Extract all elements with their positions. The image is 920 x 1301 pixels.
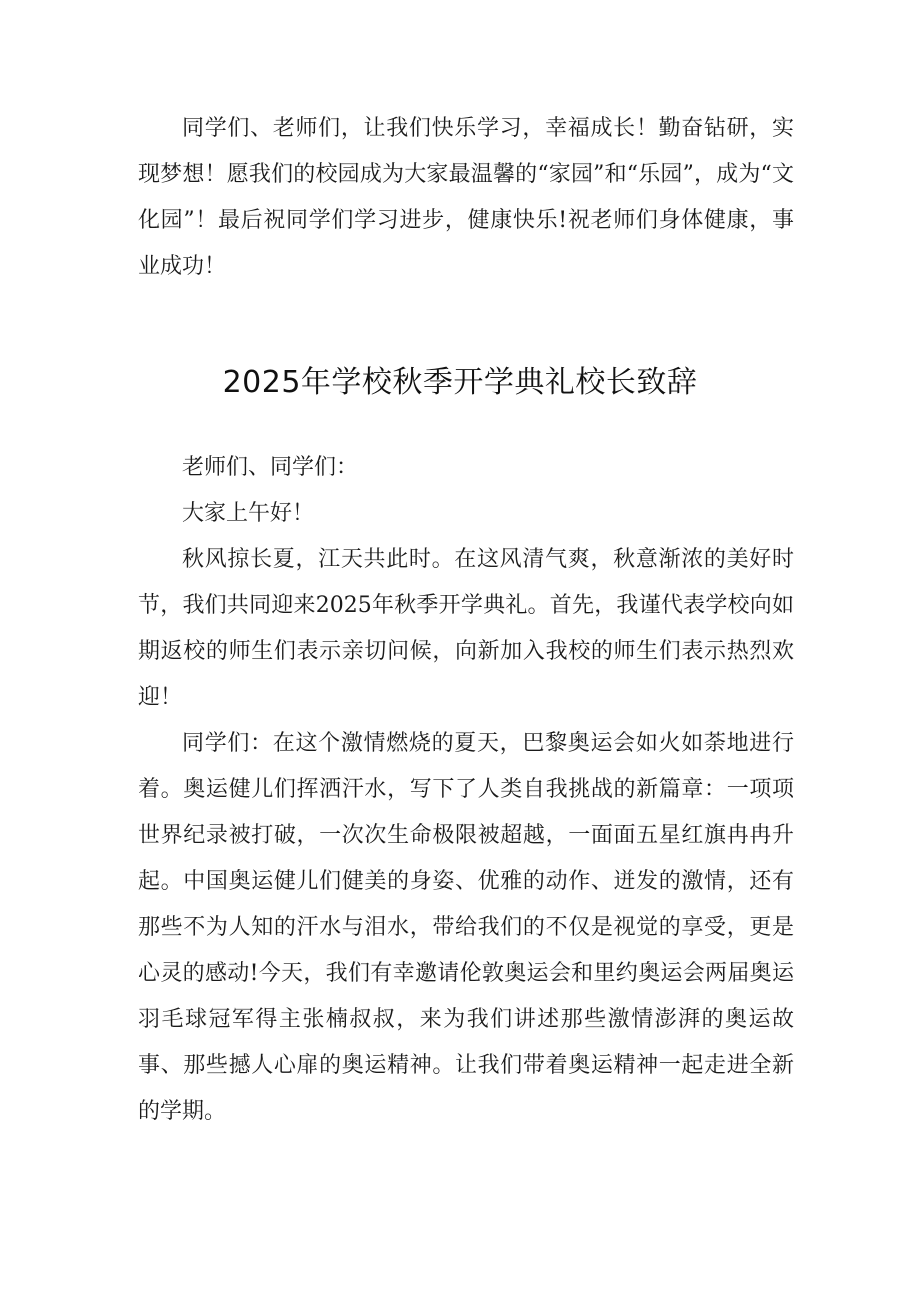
speech-title: 2025年学校秋季开学典礼校长致辞	[222, 365, 698, 400]
body-paragraph-2: 同学们：在这个激情燃烧的夏天，巴黎奥运会如火如荼地进行着。奥运健儿们挥洒汗水，写下了人类自我挑战的新篇章：一项项世界纪录被打破，一次次生命极限被超越，一面面五星红旗冉冉升起。中国奥运健儿们健美的身姿、优雅的动作、迸发的激情，还有那些不为人知的汗水与泪水，带给我们的不仅是视觉的享受，更是心灵的感动!今天，我们有幸邀请伦敦奥运会和里约奥运会两届奥运羽毛球冠军得主张楠叔叔，来为我们讲述那些激情澎湃的奥运故事、那些撼人心扉的奥运精神。让我们带着奥运精神一起走进全新的学期。	[138, 731, 794, 1124]
body-paragraph-1: 秋风掠长夏，江天共此时。在这风清气爽，秋意渐浓的美好时节，我们共同迎来2025年秋季开学典礼。首先，我谨代表学校向如期返校的师生们表示亲切问候，向新加入我校的师生们表示热烈欢迎！	[138, 547, 794, 710]
speech-body	[138, 445, 794, 1135]
closing-paragraph: 同学们、老师们，让我们快乐学习，幸福成长！勤奋钻研，实现梦想！愿我们的校园成为大家最温馨的“家园”和“乐园”，成为“文化园”！最后祝同学们学习进步，健康快乐!祝老师们身体健康，事业成功！	[138, 116, 794, 279]
greeting: 大家上午好！	[182, 501, 315, 526]
salutation: 老师们、同学们：	[182, 455, 359, 480]
closing-section	[138, 106, 794, 290]
